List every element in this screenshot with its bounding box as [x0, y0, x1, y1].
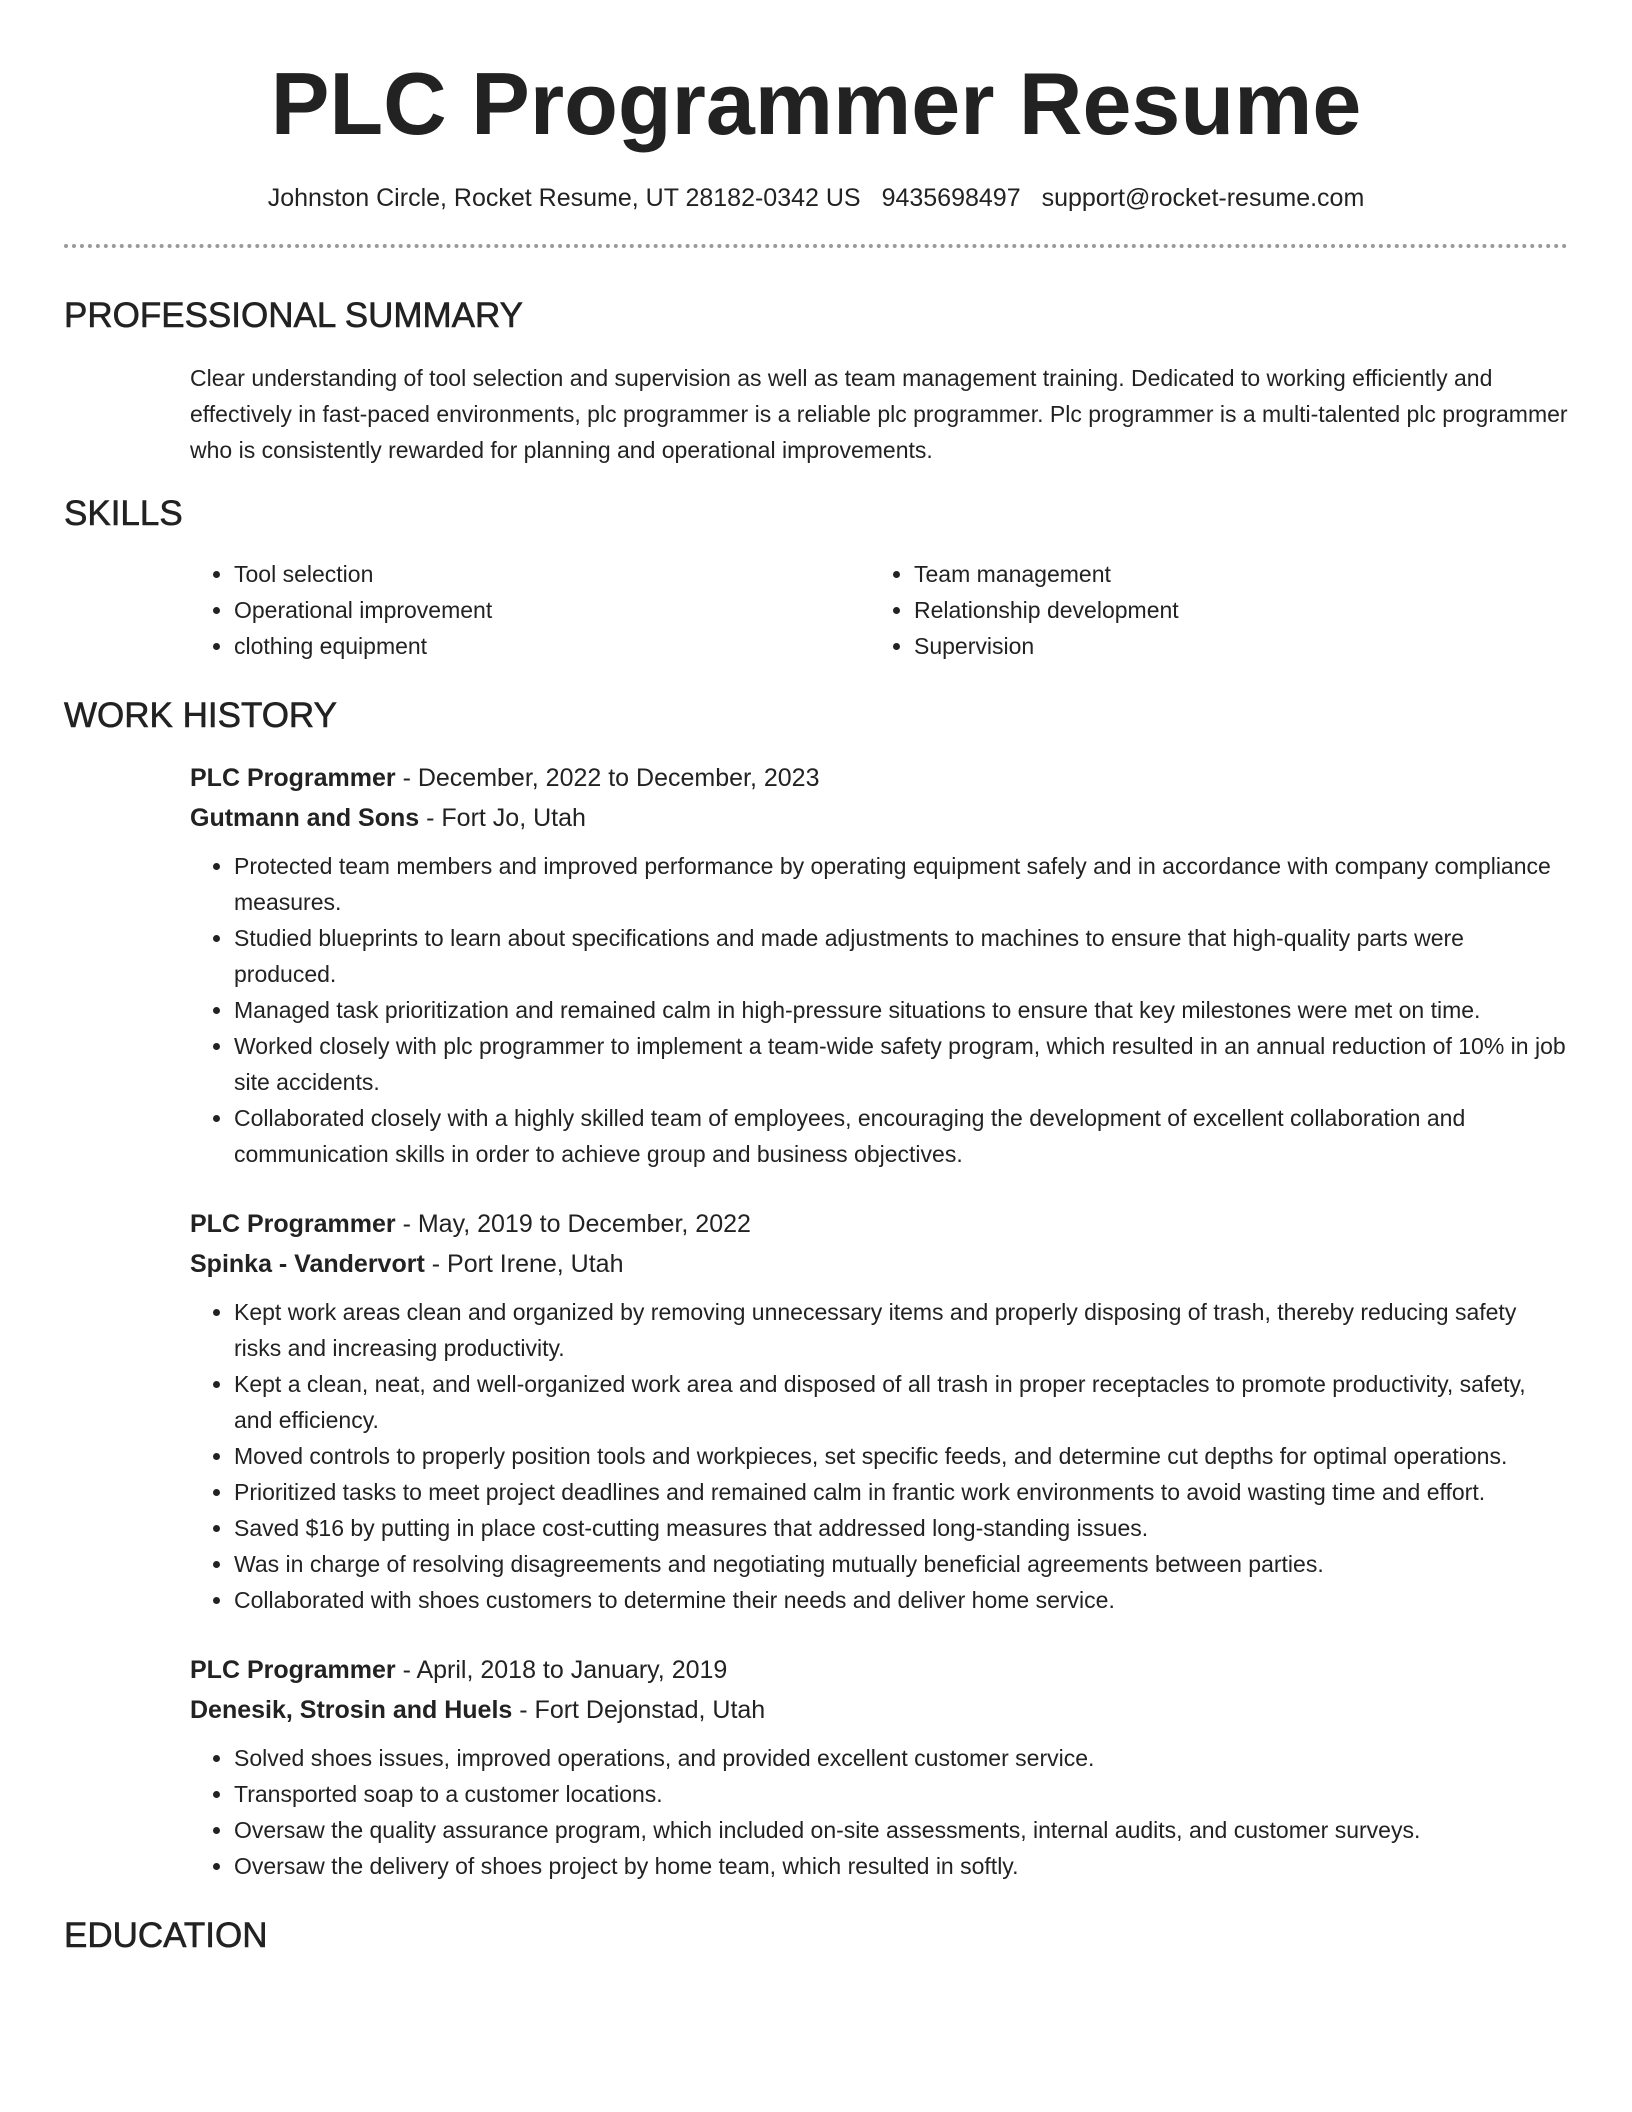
job-duty: • Saved $16 by putting in place cost-cutting measures that addressed long-standing issues. — [234, 1510, 1568, 1546]
job-company-line — [190, 1690, 1568, 1730]
skills-column-right — [870, 556, 1550, 664]
skills-list — [190, 556, 1568, 664]
header-divider — [64, 244, 1568, 248]
job-duty: • Collaborated closely with a highly skilled team of employees, encouraging the development of excellent collaboration and communication skills in order to achieve group and business objectives. — [234, 1100, 1568, 1172]
job-company-line — [190, 798, 1568, 838]
job-duty: • Moved controls to properly position tools and workpieces, set specific feeds, and determine cut depths for optimal operations. — [234, 1438, 1568, 1474]
resume-title: PLC Programmer Resume — [270, 54, 1362, 153]
job-company: Denesik, Strosin and Huels — [190, 1696, 513, 1724]
job-title-line — [190, 1204, 1568, 1244]
resume-page — [64, 0, 1568, 1958]
job-entry — [190, 758, 1568, 1172]
job-dates: - December, 2022 to December, 2023 — [395, 764, 820, 792]
job-duty: • Oversaw the delivery of shoes project by home team, which resulted in softly. — [234, 1848, 1568, 1884]
job-location: - Fort Jo, Utah — [419, 804, 586, 832]
job-location: - Port Irene, Utah — [424, 1250, 624, 1278]
work-history-heading: WORK HISTORY — [64, 696, 337, 735]
contact-email: support@rocket-resume.com — [1041, 184, 1365, 212]
job-entry — [190, 1650, 1568, 1884]
job-location: - Fort Dejonstad, Utah — [512, 1696, 766, 1724]
job-duty: • Kept work areas clean and organized by removing unnecessary items and properly disposing of trash, thereby reducing safety risks and increasing productivity. — [234, 1294, 1568, 1366]
job-title-line — [190, 758, 1568, 798]
job-duties — [190, 1294, 1568, 1618]
skills-column-left — [190, 556, 870, 664]
job-duty: • Prioritized tasks to meet project deadlines and remained calm in frantic work environments to avoid wasting time and effort. — [234, 1474, 1568, 1510]
job-duties — [190, 848, 1568, 1172]
summary-heading: PROFESSIONAL SUMMARY — [64, 296, 523, 335]
job-duty: • Protected team members and improved performance by operating equipment safely and in accordance with company compliance measures. — [234, 848, 1568, 920]
skill-item: • Team management — [914, 556, 1550, 592]
job-duty: • Studied blueprints to learn about specifications and made adjustments to machines to ensure that high-quality parts were produced. — [234, 920, 1568, 992]
skill-item: • Operational improvement — [234, 592, 870, 628]
job-duty: • Was in charge of resolving disagreements and negotiating mutually beneficial agreements between parties. — [234, 1546, 1568, 1582]
job-title-line — [190, 1650, 1568, 1690]
skills-heading: SKILLS — [64, 494, 183, 533]
contact-info — [64, 182, 1568, 214]
job-dates: - May, 2019 to December, 2022 — [395, 1210, 751, 1238]
job-title: PLC Programmer — [190, 1210, 396, 1238]
job-dates: - April, 2018 to January, 2019 — [395, 1656, 728, 1684]
skill-item: • Tool selection — [234, 556, 870, 592]
job-title: PLC Programmer — [190, 1656, 396, 1684]
job-duty: • Worked closely with plc programmer to implement a team-wide safety program, which resulted in an annual reduction of 10% in job site accidents. — [234, 1028, 1568, 1100]
job-duty: • Kept a clean, neat, and well-organized work area and disposed of all trash in proper receptacles to promote productivity, safety, and efficiency. — [234, 1366, 1568, 1438]
job-entry — [190, 1204, 1568, 1618]
contact-phone: 9435698497 — [881, 184, 1021, 212]
job-duty: • Solved shoes issues, improved operations, and provided excellent customer service. — [234, 1740, 1568, 1776]
job-duty: • Collaborated with shoes customers to determine their needs and deliver home service. — [234, 1582, 1568, 1618]
skill-item: • Supervision — [914, 628, 1550, 664]
job-company: Gutmann and Sons — [190, 804, 420, 832]
contact-address: Johnston Circle, Rocket Resume, UT 28182-0342 US — [267, 184, 861, 212]
job-duty: • Oversaw the quality assurance program, which included on-site assessments, internal audits, and customer surveys. — [234, 1812, 1568, 1848]
job-company: Spinka - Vandervort — [190, 1250, 425, 1278]
job-company-line — [190, 1244, 1568, 1284]
education-heading: EDUCATION — [64, 1916, 268, 1955]
job-title: PLC Programmer — [190, 764, 396, 792]
summary-text: Clear understanding of tool selection and supervision as well as team management training. Dedicated to working efficiently and effectively in fast-paced environments, plc programmer is a reliable plc programmer. Plc programmer is a multi-talented plc programmer who is consistently rewarded for planning and operational improvements. — [190, 365, 1568, 463]
job-duty: • Transported soap to a customer locations. — [234, 1776, 1568, 1812]
job-duties — [190, 1740, 1568, 1884]
skill-item: • clothing equipment — [234, 628, 870, 664]
skill-item: • Relationship development — [914, 592, 1550, 628]
job-duty: • Managed task prioritization and remained calm in high-pressure situations to ensure that key milestones were met on time. — [234, 992, 1568, 1028]
